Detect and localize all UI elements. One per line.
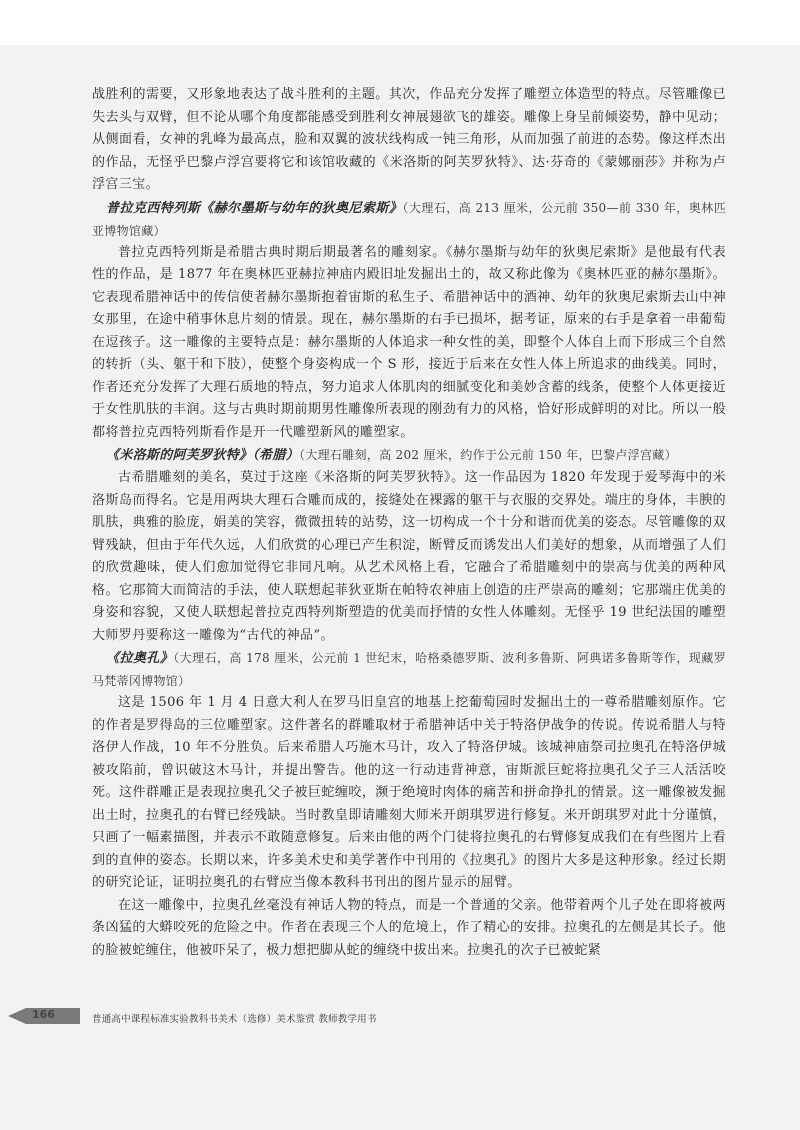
footer-book-title: 普通高中课程标准实验教科书美术（选修）美术鉴赏 教师教学用书 — [92, 1014, 377, 1025]
body-paragraph: 在这一雕像中，拉奥孔丝毫没有神话人物的特点，而是一个普通的父亲。他带着两个儿子处在即将被两条凶猛的大蟒咬死的危险之中。作者在表现三个人的危境上，作了精心的安排。拉奥孔的左侧是其长子。他的脸被蛇缠住，他被吓呆了，极力想把脚从蛇的缠绕中拔出来。拉奥孔的次子已被蛇紧 — [92, 897, 726, 958]
article-body — [92, 84, 726, 962]
body-paragraph: 古希腊雕刻的美名，莫过于这座《米洛斯的阿芙罗狄特》。这一作品因为 1820 年发现于爱琴海中的米洛斯岛而得名。它是用两块大理石合雕而成的，接缝处在裸露的躯干与衣服的交界处。端庄的身体，丰腴的肌肤，典雅的脸庞，娟美的笑容，微微扭转的站势，这一切构成一个十分和谐而优美的姿态。尽管雕像的双臂残缺，但由于年代久远，人们欣赏的心理已产生积淀，断臂反而诱发出人们美好的想象，从而增强了人们的欣赏趣味，使人们愈加觉得它非同凡响。从艺术风格上看，它融合了希腊雕刻中的崇高与优美的两种风格。它那简大而简洁的手法，使人联想起菲狄亚斯在帕特农神庙上创造的庄严崇高的雕刻；它那端庄优美的身姿和容貌，又使人联想起普拉克西特列斯塑造的优美而抒情的女性人体雕刻。无怪乎 19 世纪法国的雕塑大师罗丹要称这一雕像为“古代的神品”。 — [92, 470, 726, 643]
artwork-title: 普拉克西特列斯《赫尔墨斯与幼年的狄奥尼索斯》 — [106, 200, 403, 216]
artwork-heading — [92, 444, 726, 467]
body-paragraph: 这是 1506 年 1 月 4 日意大利人在罗马旧皇宫的地基上挖葡萄园时发掘出土的一尊希腊雕刻原作。它的作者是罗得岛的三位雕塑家。这件著名的群雕取材于希腊神话中关于特洛伊战争的传说。传说希腊人与特洛伊人作战，10 年不分胜负。后来希腊人巧施木马计，攻入了特洛伊城。该城神庙祭司拉奥孔在特洛伊城被攻陷前，曾识破这木马计，并提出警告。他的这一行动违背神意，宙斯派巨蛇将拉奥孔父子三人活活咬死。这件群雕正是表现拉奥孔父子被巨蛇缠咬，濒于绝境时肉体的痛苦和拼命挣扎的情景。这一雕像被发掘出土时，拉奥孔的右臂已经残缺。当时教皇即请雕刻大师米开朗琪罗进行修复。米开朗琪罗对此十分谨慎，只画了一幅素描图，并表示不敢随意修复。后来由他的两个门徒将拉奥孔的右臂修复成我们在有些图片上看到的直伸的姿态。长期以来，许多美术史和美学著作中刊用的《拉奥孔》的图片大多是这种形象。经过长期的研究论证，证明拉奥孔的右臂应当像本教科书刊出的图片显示的屈臂。 — [92, 695, 726, 890]
artwork-title: 《拉奥孔》 — [106, 651, 174, 666]
body-paragraph: 普拉克西特列斯是希腊古典时期后期最著名的雕刻家。《赫尔墨斯与幼年的狄奥尼索斯》是他最有代表性的作品，是 1877 年在奥林匹亚赫拉神庙内殿旧址发掘出土的，故又称此像为《奥林匹亚的赫尔墨斯》。它表现希腊神话中的传信使者赫尔墨斯抱着宙斯的私生子、希腊神话中的酒神、幼年的狄奥尼索斯去山中神女那里，在途中稍事休息片刻的情景。现在，赫尔墨斯的右手已损坏，据考证，原来的右手是拿着一串葡萄在逗孩子。这一雕像的主要特点是：赫尔墨斯的人体追求一种女性的美，即整个人体自上而下形成三个自然的转折（头、躯干和下肢），使整个身姿构成一个 S 形，接近于后来在女性人体上所追求的曲线美。同时，作者还充分发挥了大理石质地的特点，努力追求人体肌肉的细腻变化和美妙含蓄的线条，使整个人体更接近于女性肌肤的丰润。这与古典时期前期男性雕像所表现的刚劲有力的风格，恰好形成鲜明的对比。所以一般都将普拉克西特列斯看作是开一代雕塑新风的雕塑家。 — [92, 244, 726, 440]
body-paragraph: 战胜利的需要，又形象地表达了战斗胜利的主题。其次，作品充分发挥了雕塑立体造型的特点。尽管雕像已失去头与双臂，但不论从哪个角度都能感受到胜利女神展翅欲飞的雄姿。雕像上身呈前倾姿势，静中见动；从侧面看，女神的乳峰为最高点，脸和双翼的波状线构成一钝三角形，从而加强了前进的态势。像这样杰出的作品，无怪乎巴黎卢浮宫要将它和该馆收藏的《米洛斯的阿芙罗狄特》、达·芬奇的《蒙娜丽莎》并称为卢浮宫三宝。 — [92, 87, 726, 192]
artwork-details: （大理石雕刻，高 202 厘米，约作于公元前 150 年，巴黎卢浮宫藏） — [299, 448, 677, 462]
artwork-heading — [92, 197, 726, 242]
artwork-details: （大理石，高 213 厘米，公元前 350—前 330 年，奥林匹亚博物馆藏） — [92, 200, 726, 238]
artwork-heading — [92, 647, 726, 692]
artwork-details: （大理石，高 178 厘米，公元前 1 世纪末，哈格桑德罗斯、波利多鲁斯、阿典诺多鲁斯等作，现藏罗马梵蒂冈博物馆） — [92, 651, 726, 688]
page-number: 166 — [32, 1008, 55, 1021]
artwork-title: 《米洛斯的阿芙罗狄特》（希腊） — [106, 448, 300, 463]
